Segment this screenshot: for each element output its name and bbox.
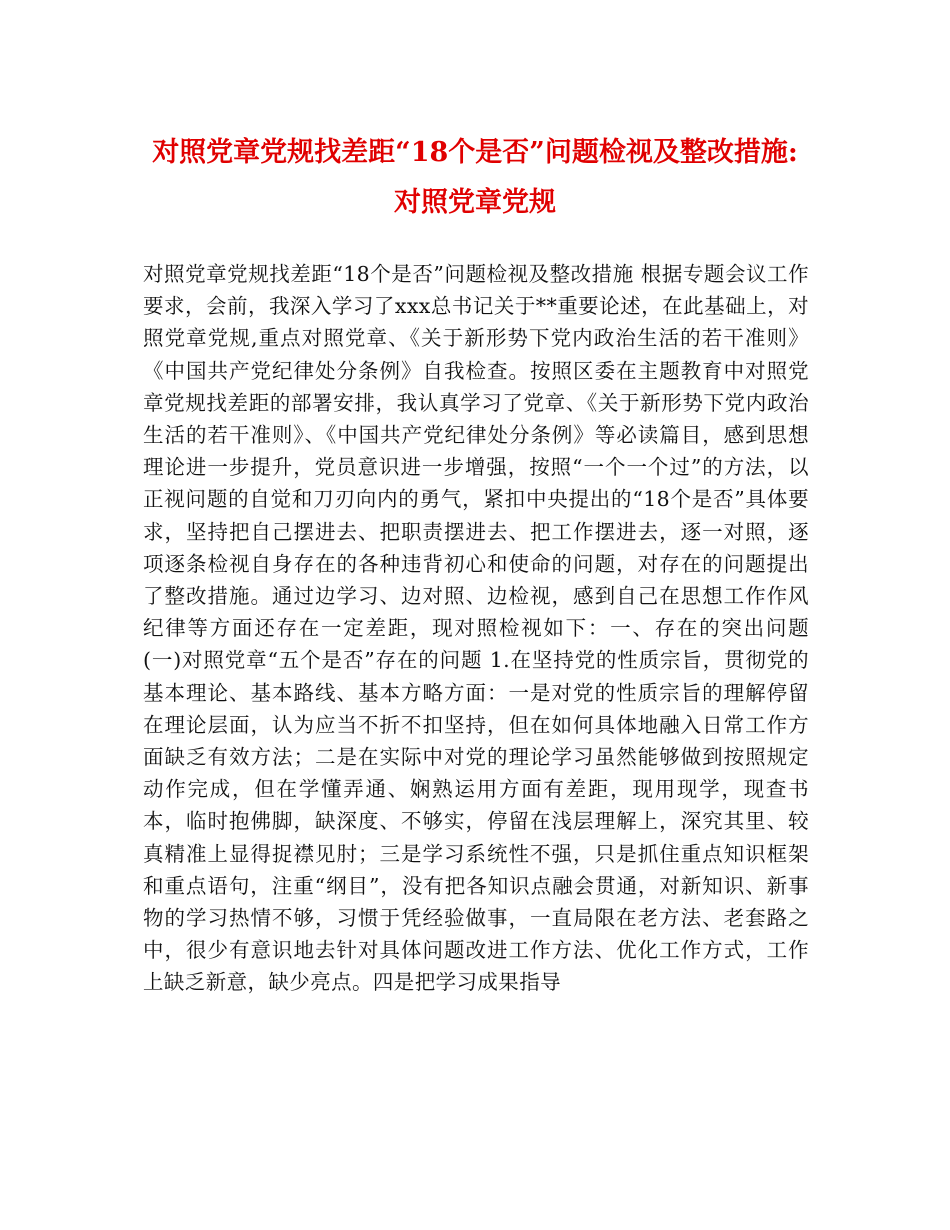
- document-body: 对照党章党规找差距“18个是否”问题检视及整改措施 根据专题会议工作要求，会前，我深入学习了xxx总书记关于**重要论述，在此基础上，对照党章党规,重点对照党章、《关于新形势下党内政治生活的若干准则》《中国共产党纪律处分条例》自我检查。按照区委在主题教育中对照党章党规找差距的部署安排，我认真学习了党章、《关于新形势下党内政治生活的若干准则》、《中国共产党纪律处分条例》等必读篇目，感到思想理论进一步提升，党员意识进一步增强，按照“一个一个过”的方法，以正视问题的自觉和刀刃向内的勇气，紧扣中央提出的“18个是否”具体要求，坚持把自己摆进去、把职责摆进去、把工作摆进去，逐一对照，逐项逐条检视自身存在的各种违背初心和使命的问题，对存在的问题提出了整改措施。通过边学习、边对照、边检视，感到自己在思想工作作风纪律等方面还存在一定差距，现对照检视如下：一、存在的突出问题 (一)对照党章“五个是否”存在的问题 1.在坚持党的性质宗旨，贯彻党的基本理论、基本路线、基本方略方面：一是对党的性质宗旨的理解停留在理论层面，认为应当不折不扣坚持，但在如何具体地融入日常工作方面缺乏有效方法；二是在实际中对党的理论学习虽然能够做到按照规定动作完成，但在学懂弄通、娴熟运用方面有差距，现用现学，现查书本，临时抱佛脚，缺深度、不够实，停留在浅层理解上，深究其里、较真精准上显得捉襟见肘；三是学习系统性不强，只是抓住重点知识框架和重点语句，注重“纲目”，没有把各知识点融会贯通，对新知识、新事物的学习热情不够，习惯于凭经验做事，一直局限在老方法、老套路之中，很少有意识地去针对具体问题改进工作方法、优化工作方式，工作上缺乏新意，缺少亮点。四是把学习成果指导: [143, 262, 809, 995]
- document-title: 对照党章党规找差距“18个是否”问题检视及整改措施:对照党章党规: [152, 137, 798, 218]
